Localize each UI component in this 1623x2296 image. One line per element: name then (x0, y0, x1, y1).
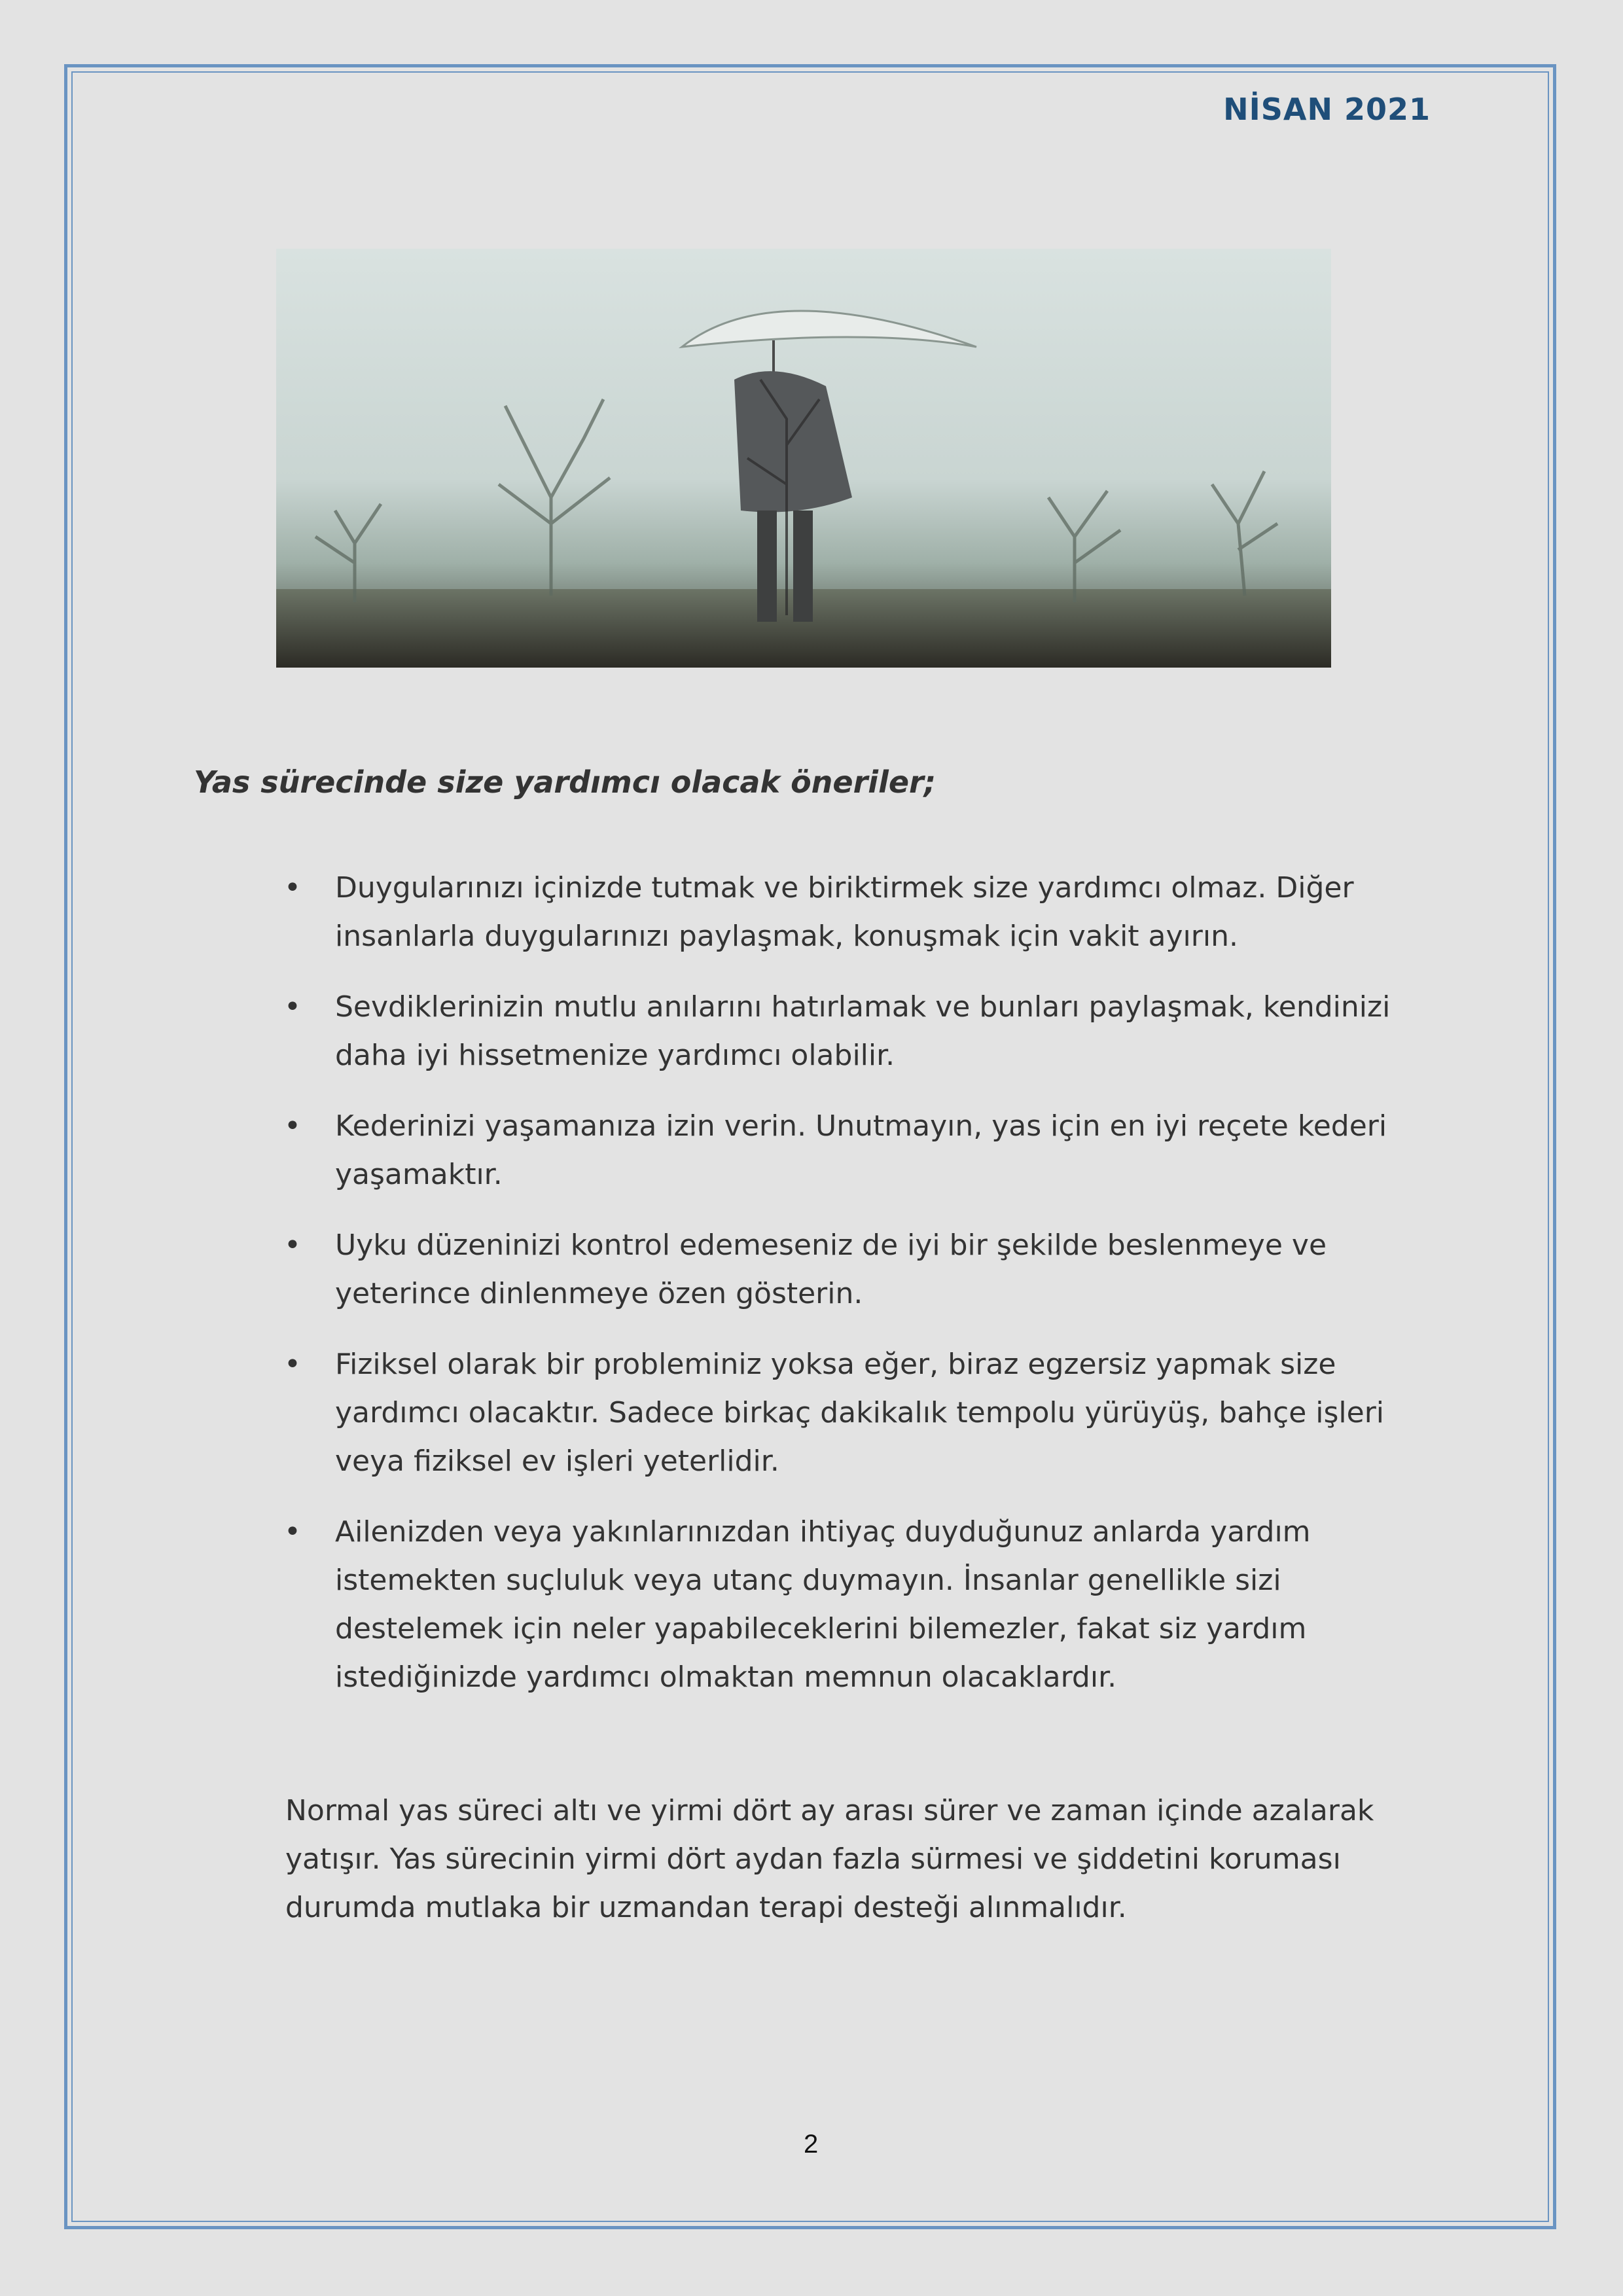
list-item (281, 1508, 1407, 1702)
bullet-icon: • (284, 1109, 301, 1143)
tip-text: Uyku düzeninizi kontrol edemeseniz de iyi bir şekilde beslenmeye ve yeterince dinlenmeye özen gösterin. (335, 1229, 1327, 1310)
bullet-icon: • (284, 990, 301, 1024)
list-item (281, 1102, 1407, 1199)
list-item (281, 1221, 1407, 1318)
section-heading: Yas sürecinde size yardımcı olacak öneriler; (194, 764, 936, 800)
list-item (281, 983, 1407, 1080)
tip-text: Duygularınızı içinizde tutmak ve biriktirmek size yardımcı olmaz. Diğer insanlarla duygularınızı paylaşmak, konuşmak için vakit ayırın. (335, 871, 1354, 953)
tip-text: Ailenizden veya yakınlarınızdan ihtiyaç duyduğunuz anlarda yardım istemekten suçluluk veya utanç duymayın. İnsanlar genellikle sizi destelemek için neler yapabileceklerini bilemezler, fakat siz yardım istediğinizde yardımcı olmaktan memnun olacaklardır. (335, 1515, 1311, 1694)
photo-illustration (276, 249, 1331, 668)
list-item (281, 1340, 1407, 1486)
tip-text: Fiziksel olarak bir probleminiz yoksa eğer, biraz egzersiz yapmak size yardımcı olacaktır. Sadece birkaç dakikalık tempolu yürüyüş, bahçe işleri veya fiziksel ev işleri yeterlidir. (335, 1348, 1385, 1478)
list-item (281, 864, 1407, 961)
bullet-icon: • (284, 1515, 301, 1549)
bullet-icon: • (284, 1229, 301, 1262)
tip-text: Kederinizi yaşamanıza izin verin. Unutmayın, yas için en iyi reçete kederi yaşamaktır. (335, 1109, 1387, 1191)
bullet-icon: • (284, 1348, 301, 1381)
bullet-icon: • (284, 871, 301, 905)
closing-paragraph: Normal yas süreci altı ve yirmi dört ay arası sürer ve zaman içinde azalarak yatışır. Yas sürecinin yirmi dört aydan fazla sürmesi ve şiddetini koruması durumda mutlaka bir uzmandan terapi desteği alınmalıdır. (285, 1794, 1374, 1924)
grief-umbrella-photo (276, 249, 1331, 668)
tip-text: Sevdiklerinizin mutlu anılarını hatırlamak ve bunları paylaşmak, kendinizi daha iyi hissetmenize yardımcı olabilir. (335, 990, 1391, 1072)
tips-list (281, 864, 1407, 1724)
header-date: NİSAN 2021 (1223, 92, 1431, 127)
page-number: 2 (804, 2130, 819, 2159)
